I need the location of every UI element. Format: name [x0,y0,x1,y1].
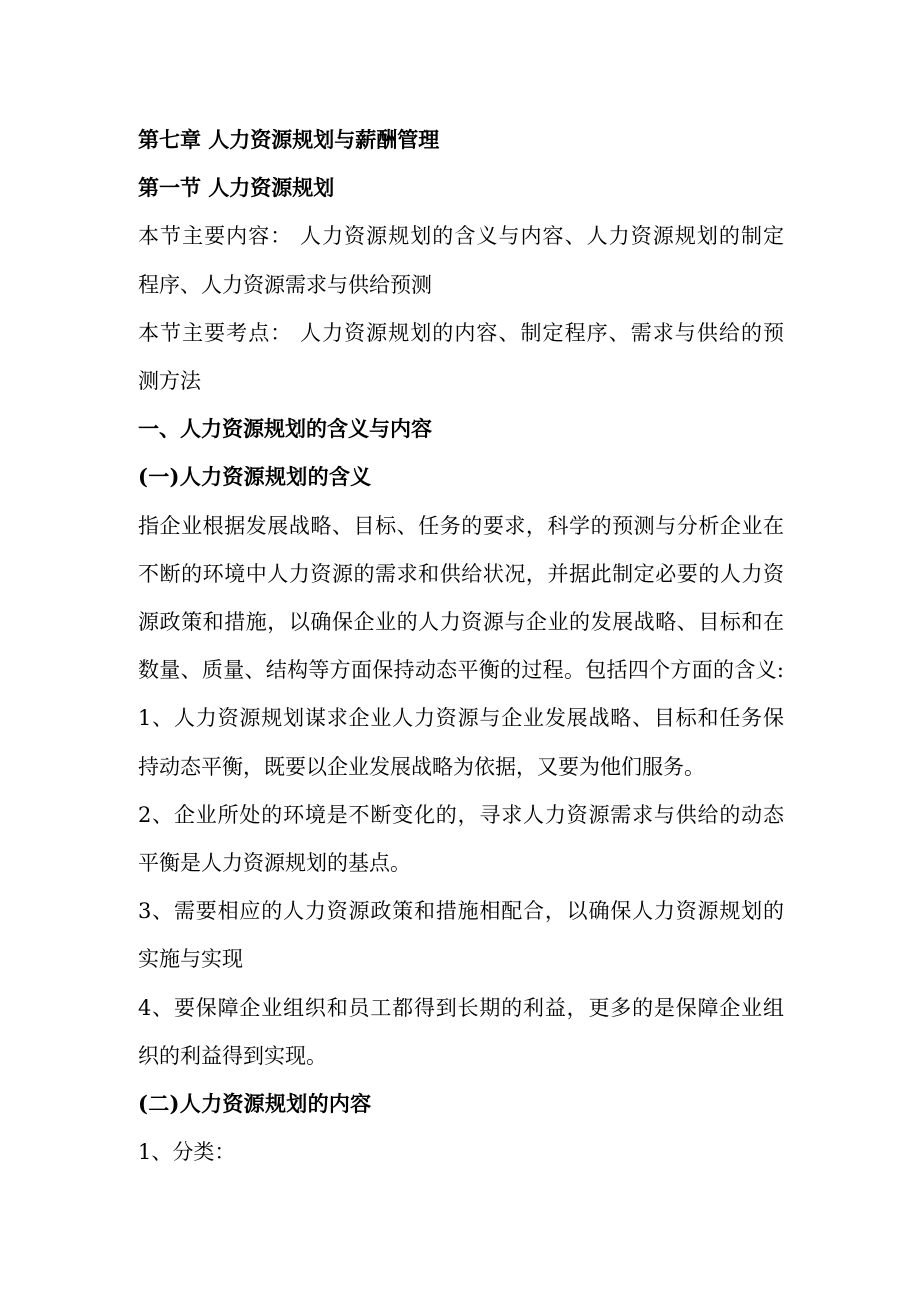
classification-label: 1、分类： [138,1140,236,1165]
subheading-1: (一)人力资源规划的含义 [138,464,372,490]
heading-1: 一、人力资源规划的含义与内容 [138,416,432,442]
point-4-line: 织的利益得到实现。 [138,1043,327,1068]
point-1-line: 1、人力资源规划谋求企业人力资源与企业发展战略、目标和任务保 [138,706,784,731]
point-4-line: 4、要保障企业组织和员工都得到长期的利益，更多的是保障企业组 [138,995,784,1020]
main-content-line: 本节主要内容： 人力资源规划的含义与内容、人力资源规划的制定 [138,224,784,249]
definition-line: 数量、质量、结构等方面保持动态平衡的过程。包括四个方面的含义: [138,658,784,683]
chapter-title: 第七章 人力资源规划与薪酬管理 [138,127,440,152]
main-points-line: 本节主要考点： 人力资源规划的内容、制定程序、需求与供给的预 [138,320,784,345]
definition-line: 指企业根据发展战略、目标、任务的要求，科学的预测与分析企业在 [138,513,784,538]
point-2-line: 平衡是人力资源规划的基点。 [138,851,411,876]
section-title: 第一节 人力资源规划 [138,175,335,201]
point-3-line: 3、需要相应的人力资源政策和措施相配合，以确保人力资源规划的 [138,899,784,924]
document-body [138,116,784,1176]
point-1-line: 持动态平衡，既要以企业发展战略为依据，又要为他们服务。 [138,754,705,779]
main-content-line: 程序、人力资源需求与供给预测 [138,272,432,297]
point-2-line: 2、企业所处的环境是不断变化的，寻求人力资源需求与供给的动态 [138,802,784,827]
definition-line: 源政策和措施，以确保企业的人力资源与企业的发展战略、目标和在 [138,610,784,635]
definition-line: 不断的环境中人力资源的需求和供给状况，并据此制定必要的人力资 [138,561,784,586]
point-3-line: 实施与实现 [138,947,243,972]
subheading-2: (二)人力资源规划的内容 [138,1091,372,1117]
main-points-line: 测方法 [138,369,201,394]
